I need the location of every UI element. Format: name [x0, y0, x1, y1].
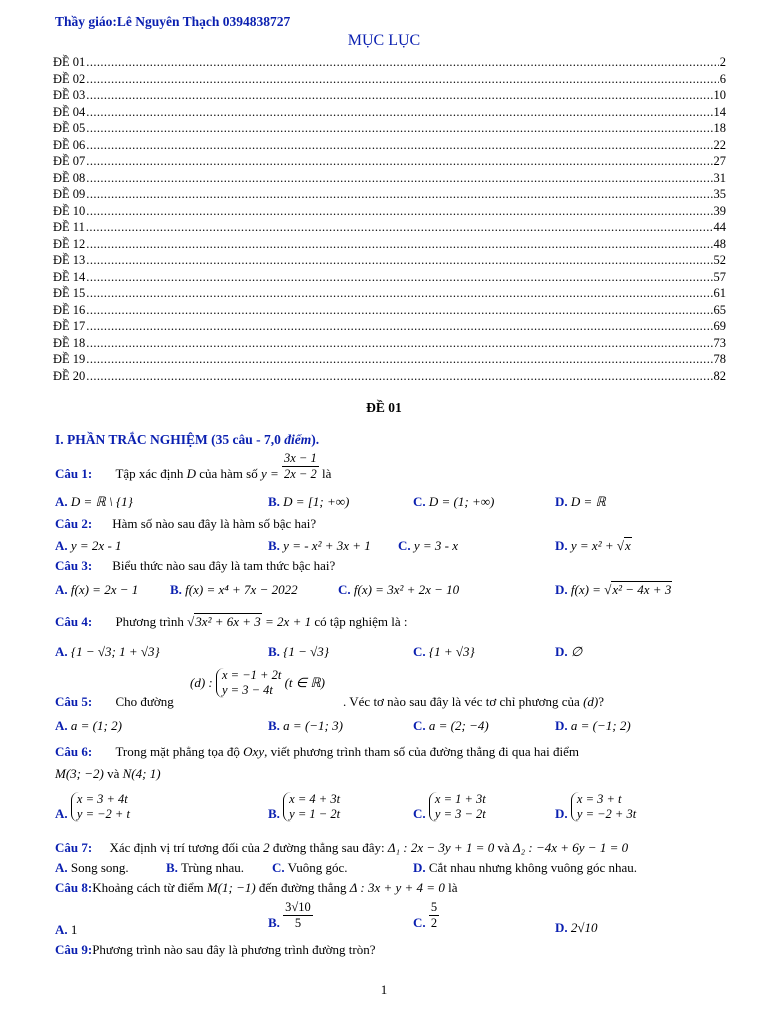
- q7-option-a: A. Song song.: [55, 860, 129, 875]
- toc-entry-page: 6: [719, 71, 726, 86]
- question-4: Câu 4: Phương trình √3x² + 6x + 3 = 2x + 1 có tập nghiệm là :: [55, 614, 408, 629]
- question-5: Câu 5: Cho đường: [55, 694, 174, 709]
- toc-entry-label: ĐỀ 20: [53, 368, 86, 383]
- toc-entry-label: ĐỀ 17: [53, 319, 86, 333]
- teacher-header: Thầy giáo:Lê Nguyên Thạch 0394838727: [55, 14, 291, 29]
- q2-option-c: C. y = 3 - x: [398, 538, 459, 553]
- q6-option-b: B. x = 4 + 3t y = 1 − 2t: [268, 792, 341, 821]
- toc-entry-label: ĐỀ 14: [53, 269, 86, 284]
- question-9: Câu 9:Phương trình nào sau đây là phương trình đường tròn?: [55, 942, 376, 957]
- q8-option-b: B. $\frac{3√10}{5}$: [268, 900, 311, 930]
- toc-entry[interactable]: [53, 87, 726, 104]
- q1-option-a: A. D = ℝ \ {1}: [55, 494, 133, 509]
- toc-entry-label: ĐỀ 09: [53, 187, 86, 201]
- q6-option-a: A. x = 3 + 4t y = −2 + t: [55, 792, 130, 821]
- q5-option-a: A. a = (1; 2): [55, 718, 122, 733]
- toc-entry-page: 27: [713, 154, 726, 168]
- toc-entry-page: 10: [713, 88, 726, 102]
- question-6: Câu 6: Trong mặt phẳng tọa độ Oxy, viết phương trình tham số của đường thẳng đi qua hai điểm: [55, 744, 579, 759]
- toc-leader-dots: [86, 137, 712, 154]
- toc-entry[interactable]: [53, 153, 726, 170]
- toc-entry-label: ĐỀ 13: [53, 253, 86, 267]
- exam-heading: ĐỀ 01: [366, 400, 402, 415]
- toc-entry[interactable]: [53, 170, 726, 187]
- toc-leader-dots: [86, 87, 712, 104]
- toc-leader-dots: [86, 120, 712, 137]
- toc-entry-page: 69: [713, 319, 726, 333]
- toc-entry[interactable]: [53, 219, 726, 236]
- toc-leader-dots: [86, 302, 712, 319]
- toc-title: MỤC LỤC: [347, 32, 421, 49]
- q8-option-c: C. $\frac{5}{2}$: [413, 900, 438, 930]
- toc-entry[interactable]: [53, 236, 726, 253]
- q3-option-a: A. f(x) = 2x − 1: [55, 582, 139, 597]
- q7-option-c: C. Vuông góc.: [272, 860, 348, 875]
- toc-leader-dots: [86, 170, 712, 187]
- toc-entry-page: 73: [713, 335, 726, 350]
- question-7: Câu 7: Xác định vị trí tương đối của 2 đường thẳng sau đây: Δ₁ : 2x − 3y + 1 = 0 và Δ₂ : −4x + 6y − 1 = 0: [55, 840, 629, 855]
- toc-entry[interactable]: [53, 186, 726, 203]
- q5-option-b: B. a = (−1; 3): [268, 718, 343, 733]
- toc-entry[interactable]: [53, 203, 726, 220]
- toc-entry-label: ĐỀ 03: [53, 88, 86, 102]
- toc-entry-page: 44: [713, 220, 726, 234]
- q2-option-a: A. y = 2x - 1: [55, 538, 122, 553]
- q5-option-c: C. a = (2; −4): [413, 718, 489, 733]
- toc-entry[interactable]: [53, 368, 726, 385]
- toc-leader-dots: [86, 285, 712, 302]
- q3-option-c: C. f(x) = 3x² + 2x − 10: [338, 582, 460, 597]
- toc-leader-dots: [86, 54, 718, 71]
- toc-entry-page: 78: [713, 352, 726, 366]
- q8-option-a: A. 1: [55, 922, 78, 937]
- toc-entry-label: ĐỀ 02: [53, 71, 86, 86]
- toc-entry-page: 22: [713, 137, 726, 152]
- toc-leader-dots: [86, 335, 712, 352]
- q6-option-d: D. x = 3 + t y = −2 + 3t: [555, 792, 637, 821]
- q5-line-system: (d) : x = −1 + 2t y = 3 − 4t (t ∈ ℝ): [190, 668, 325, 697]
- toc-entry-label: ĐỀ 08: [53, 170, 86, 185]
- toc-leader-dots: [86, 203, 712, 220]
- question-2: Câu 2: Hàm số nào sau đây là hàm số bậc hai?: [55, 516, 317, 531]
- part-title: I. PHẦN TRẮC NGHIỆM (35 câu - 7,0 điểm).: [55, 432, 320, 447]
- q6-points: M(3; −2) và N(4; 1): [55, 766, 161, 781]
- toc-entry-page: 82: [713, 368, 726, 383]
- toc-entry-label: ĐỀ 16: [53, 302, 86, 317]
- question-1: Câu 1: Tập xác định D của hàm số y = $\frac{3x - 1}{2x - 2}$ là: [55, 450, 332, 481]
- toc-entry-page: 14: [713, 104, 726, 119]
- q3-option-b: B. f(x) = x⁴ + 7x − 2022: [170, 582, 298, 597]
- toc-entry-page: 35: [713, 187, 726, 201]
- q3-option-d: D. f(x) = √x² − 4x + 3: [555, 582, 672, 597]
- toc-leader-dots: [86, 252, 712, 269]
- toc-leader-dots: [86, 351, 712, 368]
- toc-entry[interactable]: [53, 137, 726, 154]
- q5-text-end: . Véc tơ nào sau đây là véc tơ chỉ phương của (d)?: [343, 694, 605, 709]
- toc-entry-page: 31: [713, 170, 726, 185]
- equation-system: x = −1 + 2t y = 3 − 4t: [216, 668, 281, 698]
- toc-entry[interactable]: [53, 269, 726, 286]
- toc-entry-label: ĐỀ 01: [53, 55, 86, 69]
- question-8: Câu 8:Khoảng cách từ điểm M(1; −1) đến đường thẳng Δ : 3x + y + 4 = 0 là: [55, 880, 458, 895]
- q5-option-d: D. a = (−1; 2): [555, 718, 631, 733]
- toc-entry[interactable]: [53, 351, 726, 368]
- toc-entry-page: 65: [713, 302, 726, 317]
- q4-option-b: B. {1 − √3}: [268, 644, 329, 659]
- q6-option-c: C. x = 1 + 3t y = 3 − 2t: [413, 792, 486, 821]
- toc-leader-dots: [86, 269, 712, 286]
- toc-leader-dots: [86, 318, 712, 335]
- q1-option-d: D. D = ℝ: [555, 494, 606, 509]
- q4-option-c: C. {1 + √3}: [413, 644, 475, 659]
- q1-option-c: C. D = (1; +∞): [413, 494, 495, 509]
- toc-entry[interactable]: [53, 54, 726, 71]
- toc-entry-label: ĐỀ 19: [53, 352, 86, 366]
- q4-option-d: D. ∅: [555, 644, 583, 659]
- toc-entry-label: ĐỀ 18: [53, 335, 86, 350]
- question-3: Câu 3: Biểu thức nào sau đây là tam thức bậc hai?: [55, 558, 336, 573]
- page-number: 1: [380, 982, 388, 997]
- toc-entry[interactable]: [53, 120, 726, 137]
- q1-option-b: B. D = [1; +∞): [268, 494, 350, 509]
- q4-option-a: A. {1 − √3; 1 + √3}: [55, 644, 160, 659]
- q8-option-d: D. 2√10: [555, 920, 598, 935]
- q2-option-b: B. y = - x² + 3x + 1: [268, 538, 371, 553]
- toc-entry[interactable]: [53, 335, 726, 352]
- toc-entry-label: ĐỀ 06: [53, 137, 86, 152]
- toc-entry-page: 2: [719, 55, 726, 69]
- toc-entry-label: ĐỀ 10: [53, 203, 86, 218]
- toc-leader-dots: [86, 71, 718, 88]
- q7-option-d: D. Cắt nhau nhưng không vuông góc nhau.: [413, 860, 638, 875]
- toc-entry-page: 39: [713, 203, 726, 218]
- toc-entry-page: 57: [713, 269, 726, 284]
- table-of-contents: [53, 54, 726, 384]
- toc-entry[interactable]: [53, 318, 726, 335]
- toc-leader-dots: [86, 219, 713, 236]
- toc-leader-dots: [86, 368, 712, 385]
- toc-leader-dots: [86, 153, 712, 170]
- fraction: $\frac{3x - 1}{2x - 2}$: [284, 450, 317, 481]
- toc-entry-page: 52: [713, 253, 726, 267]
- toc-entry-page: 48: [713, 236, 726, 251]
- toc-entry[interactable]: [53, 302, 726, 319]
- q7-option-b: B. Trùng nhau.: [166, 860, 245, 875]
- toc-entry-page: 61: [713, 286, 726, 300]
- toc-entry[interactable]: [53, 285, 726, 302]
- toc-entry-page: 18: [713, 121, 726, 135]
- toc-entry[interactable]: [53, 104, 726, 121]
- toc-entry-label: ĐỀ 05: [53, 121, 86, 135]
- toc-entry-label: ĐỀ 11: [53, 220, 85, 234]
- toc-entry-label: ĐỀ 07: [53, 154, 86, 168]
- toc-leader-dots: [86, 104, 712, 121]
- q2-option-d: D. y = x² + √x: [555, 538, 631, 553]
- toc-entry-label: ĐỀ 04: [53, 104, 86, 119]
- toc-leader-dots: [86, 236, 712, 253]
- toc-entry[interactable]: [53, 252, 726, 269]
- toc-entry-label: ĐỀ 15: [53, 286, 86, 300]
- toc-entry[interactable]: [53, 71, 726, 88]
- toc-leader-dots: [86, 186, 712, 203]
- toc-entry-label: ĐỀ 12: [53, 236, 86, 251]
